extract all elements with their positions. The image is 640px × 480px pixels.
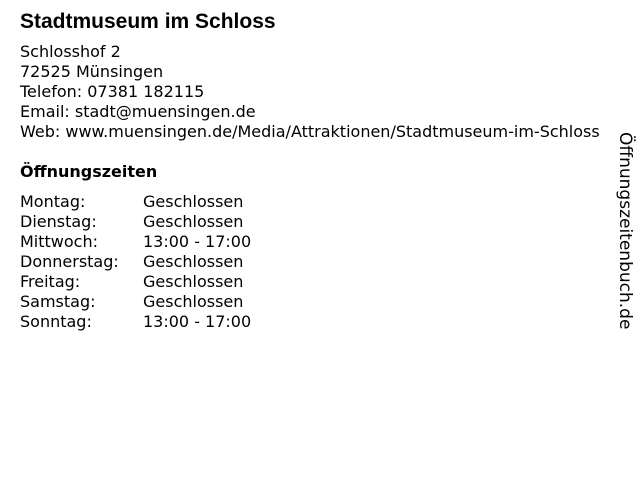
opening-hours-heading: Öffnungszeiten [20, 162, 158, 181]
hours-value: Geschlossen [143, 212, 244, 231]
hours-row-thursday [20, 252, 600, 272]
email-line [20, 102, 600, 122]
hours-value: 13:00 - 17:00 [143, 232, 252, 251]
hours-row-friday [20, 272, 600, 292]
day-label: Dienstag: [20, 212, 97, 231]
venue-title: Stadtmuseum im Schloss [20, 10, 276, 33]
phone-line [20, 82, 600, 102]
hours-row-monday [20, 192, 600, 212]
day-label: Freitag: [20, 272, 81, 291]
web-label: Web: [20, 122, 61, 141]
day-label: Sonntag: [20, 312, 92, 331]
day-label: Samstag: [20, 292, 96, 311]
phone-label: Telefon: [20, 82, 83, 101]
site-brand-vertical: Öffnungszeitenbuch.de [615, 132, 635, 330]
opening-hours-table [20, 192, 600, 332]
day-label: Montag: [20, 192, 86, 211]
city-address: 72525 Münsingen [20, 62, 164, 81]
email-label: Email: [20, 102, 70, 121]
hours-value: 13:00 - 17:00 [143, 312, 252, 331]
day-label: Mittwoch: [20, 232, 98, 251]
hours-row-sunday [20, 312, 600, 332]
hours-row-wednesday [20, 232, 600, 252]
street-address: Schlosshof 2 [20, 42, 121, 61]
venue-card [20, 10, 600, 332]
hours-row-tuesday [20, 212, 600, 232]
web-link[interactable]: www.muensingen.de/Media/Attraktionen/Stadtmuseum-im-Schloss [65, 122, 600, 141]
hours-value: Geschlossen [143, 272, 244, 291]
hours-row-saturday [20, 292, 600, 312]
web-line [20, 122, 600, 142]
phone-value[interactable]: 07381 182115 [87, 82, 205, 101]
day-label: Donnerstag: [20, 252, 119, 271]
hours-value: Geschlossen [143, 292, 244, 311]
hours-value: Geschlossen [143, 252, 244, 271]
hours-value: Geschlossen [143, 192, 244, 211]
email-value[interactable]: stadt@muensingen.de [74, 102, 256, 121]
